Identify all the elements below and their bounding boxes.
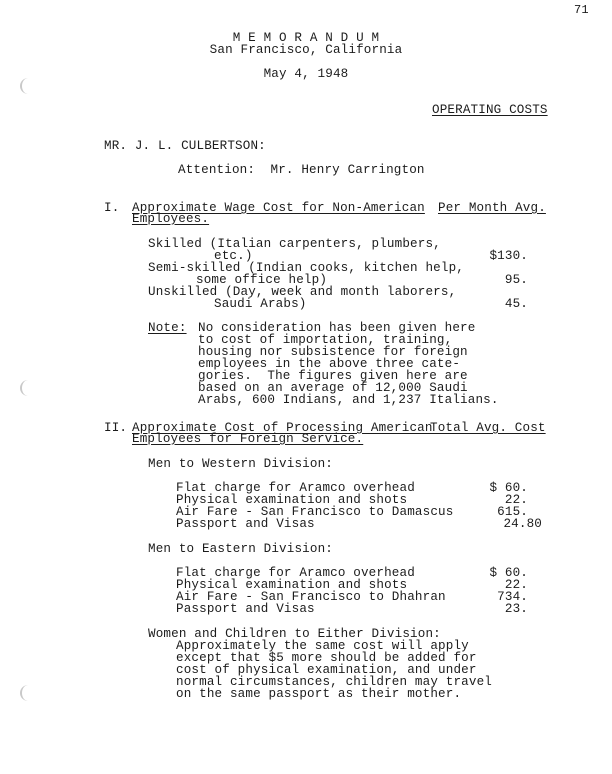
- attention-line: Attention: Mr. Henry Carrington: [178, 163, 425, 177]
- addressee: MR. J. L. CULBERTSON:: [104, 139, 266, 153]
- memo-title: M E M O R A N D U M: [232, 31, 380, 45]
- wage-item-line1: Semi-skilled (Indian cooks, kitchen help,: [148, 261, 465, 275]
- note-line: employees in the above three cate-: [198, 357, 461, 371]
- cost-item-label: Physical examination and shots: [176, 493, 408, 507]
- wage-item-value: 95.: [504, 273, 528, 287]
- cost-item-value: $ 60.: [489, 566, 528, 580]
- cost-item-value: 22.: [504, 578, 528, 592]
- wage-item-value: $130.: [489, 249, 528, 263]
- section-2-column-header: Total Avg. Cost: [430, 421, 546, 435]
- note-line: housing nor subsistence for foreign: [198, 345, 468, 359]
- wage-item-line1: Unskilled (Day, week and month laborers,: [148, 285, 457, 299]
- women-children-heading: Women and Children to Either Division:: [148, 627, 441, 641]
- cost-item-label: Flat charge for Aramco overhead: [176, 566, 415, 580]
- cost-item-value: 23.: [504, 602, 528, 616]
- cost-item-value: 734.: [497, 590, 528, 604]
- western-division-heading: Men to Western Division:: [148, 457, 333, 471]
- section-1-column-header: Per Month Avg.: [438, 201, 546, 215]
- note-line: to cost of importation, training,: [198, 333, 453, 347]
- memo-date: May 4, 1948: [263, 67, 349, 81]
- cost-item-value: 24.80: [503, 517, 542, 531]
- memo-location: San Francisco, California: [209, 43, 403, 57]
- section-1-numeral: I.: [104, 201, 120, 215]
- wage-item-line2: etc.): [214, 249, 253, 263]
- cost-item-label: Flat charge for Aramco overhead: [176, 481, 415, 495]
- section-2-title-line2: Employees for Foreign Service.: [132, 432, 364, 446]
- note-line: Arabs, 600 Indians, and 1,237 Italians.: [198, 393, 499, 407]
- wage-item-value: 45.: [504, 297, 528, 311]
- cost-item-label: Physical examination and shots: [176, 578, 408, 592]
- wage-item-line2: some office help): [196, 273, 328, 287]
- cost-item-value: 615.: [497, 505, 528, 519]
- eastern-division-heading: Men to Eastern Division:: [148, 542, 333, 556]
- page-number: 71: [574, 3, 589, 17]
- note-line: based on an average of 12,000 Saudi: [198, 381, 468, 395]
- paragraph-line: except that $5 more should be added for: [176, 651, 477, 665]
- note-label: Note:: [148, 321, 187, 335]
- wage-item-line1: Skilled (Italian carpenters, plumbers,: [148, 237, 441, 251]
- cost-item-value: 22.: [504, 493, 528, 507]
- paragraph-line: cost of physical examination, and under: [176, 663, 477, 677]
- cost-item-label: Air Fare - San Francisco to Dhahran: [176, 590, 446, 604]
- cost-item-value: $ 60.: [489, 481, 528, 495]
- section-1-title-line2: Employees.: [132, 212, 210, 226]
- note-line: gories. The figures given here are: [198, 369, 468, 383]
- section-1-title-line1: Approximate Wage Cost for Non-American: [132, 201, 425, 215]
- cost-item-label: Air Fare - San Francisco to Damascus: [176, 505, 454, 519]
- paragraph-line: normal circumstances, children may travel: [176, 675, 493, 689]
- note-line: No consideration has been given here: [198, 321, 476, 335]
- section-2-numeral: II.: [104, 421, 128, 435]
- memo-subject: OPERATING COSTS: [432, 103, 548, 117]
- punch-hole-middle: [20, 380, 36, 396]
- punch-hole-bottom: [20, 685, 36, 701]
- paragraph-line: Approximately the same cost will apply: [176, 639, 469, 653]
- cost-item-label: Passport and Visas: [176, 602, 315, 616]
- section-2-title-line1: Approximate Cost of Processing American: [132, 421, 433, 435]
- paragraph-line: on the same passport as their mother.: [176, 687, 462, 701]
- cost-item-label: Passport and Visas: [176, 517, 315, 531]
- wage-item-line2: Saudi Arabs): [214, 297, 307, 311]
